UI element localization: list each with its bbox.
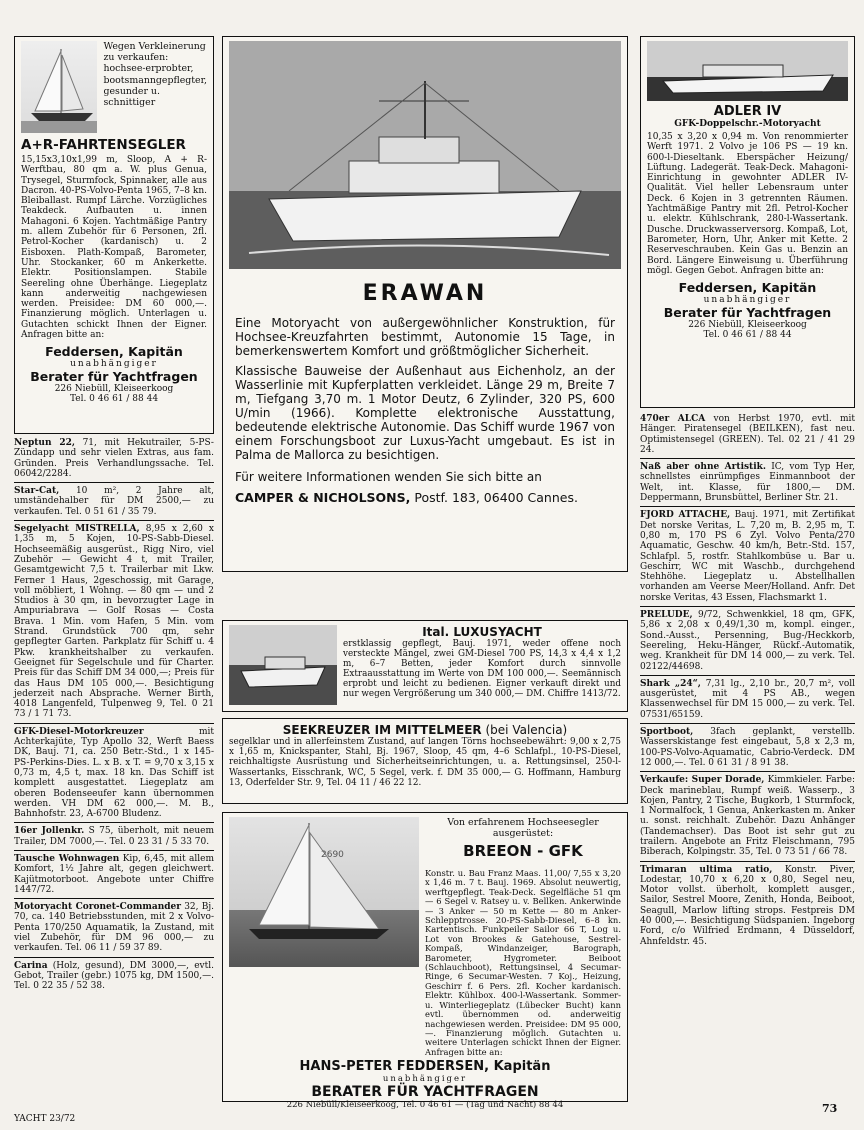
breeon-intro: Von erfahrenem Hochseesegler ausgerüstet:: [447, 817, 599, 839]
classified-ad-lead: Motoryacht Coronet-Commander: [14, 902, 181, 913]
ad-separator: [14, 957, 214, 958]
ad-separator: [640, 506, 855, 507]
right-classifieds: [640, 414, 855, 947]
erawan-paragraph-1: Eine Motoryacht von außergewöhnlicher Konstruktion, für Hochsee-Kreuzfahrten bestimmt, Autonomie 15 Tage, in bemerkenswertem Komfort und größtmöglicher Sicherheit.: [235, 316, 615, 358]
left-column: [14, 36, 214, 992]
breeon-photo: [229, 817, 419, 967]
classified-ad-text: 71, mit Hekutrailer, 5-PS-Zündapp und sehr vielen Extras, aus fam. Gründen. Preis Verhandlungssache. Tel. 06042/2284.: [14, 438, 214, 479]
classified-ad-text: Konstr. Piver, Lodestar, 10,70 x 6,20 x 0,80, Segel neu, Motor vollst. überholt, komplett ausger., Sailor, Sestrel Moore, Zenith, Honda, Beiboot, Seagull, Marlow lifting strops. Festpreis DM 40 000,—. Besichtigung Südspanien. Ingeborg Ford, c/o Wilfried Erdmann, 4 Düsseldorf, Ahnfeldstr. 45.: [640, 864, 855, 947]
classified-ad: [14, 727, 214, 820]
classified-ad: [14, 854, 214, 895]
luxusyacht-ad: [222, 620, 628, 712]
footer-page-number: 73: [822, 1102, 838, 1115]
footer-magazine: YACHT 23/72: [14, 1114, 76, 1124]
classified-ad-text: 7,31 lg., 2,10 br., 20,7 m², voll ausgerüstet, mit 4 PS AB., wegen Klassenwechsel für DM 15 000,— zu verk. Tel. 07531/65159.: [640, 678, 856, 720]
classified-ad-lead: Trimaran ultima ratio,: [640, 864, 773, 875]
classified-ad-lead: FJORD ATTACHE,: [640, 510, 731, 521]
erawan-contact: CAMPER & NICHOLSONS,: [235, 490, 411, 505]
fahrtensegler-body: 15,15x3,10x1,99 m, Sloop, A + R-Werftbau, 80 qm a. W. plus Genua, Trysegel, Sturmfock, Spinnaker, alle aus Dacron. 40-PS-Volvo-Penta 1965, 7–8 kn. Bleiballast. Rumpf Lärche. Vorzügliches Teakdeck. Aufbauten u. innen Mahagoni. 6 Kojen. Yachtmäßige Pantry m. allem Zubehör für 6 Personen, 2fl. Petrol-Kocher (kardanisch) u. 2 Eisboxen. Plath-Kompaß, Barometer, Uhr. Stockanker, 60 m Ankerkette. Elektr. Positionslampen. Stabile Seereling ohne Überhänge. Liegeplatz kann anderweitig nachgewiesen werden. Preisidee: DM 60 000,—. Finanzierung möglich. Unterlagen u. Gutachten schickt Ihnen der Eigner. Anfragen bitte an:: [21, 155, 207, 341]
sailboat-image: [21, 41, 97, 133]
classified-ad-lead: Verkaufe: Super Dorade,: [640, 775, 765, 786]
adler-contact-role: Berater für Yachtfragen: [663, 305, 832, 321]
classified-ad-lead: 16er Jollenkr.: [14, 826, 85, 837]
classified-ad-text: IC, vom Typ Her, schnellstes einrümpfiges Einmannboot der Welt, int. Klasse, für 1800,— DM. Deppermann, Brunsbüttel, Berliner Str. 21.: [640, 462, 855, 504]
ad-separator: [14, 898, 214, 899]
sailboat-photo: [21, 41, 97, 133]
seekreuzer-title: SEEKREUZER IM MITTELMEER: [282, 723, 482, 737]
ad-separator: [14, 723, 214, 724]
fahrtensegler-independent: unabhängiger: [70, 359, 158, 370]
classified-ad-text: S 75, überholt, mit neuem Trailer, DM 7000,—. Tel. 0 23 31 / 5 33 70.: [14, 826, 214, 847]
adler-tel: Tel. 0 46 61 / 88 44: [703, 330, 792, 341]
adler-independent: unabhängiger: [703, 295, 792, 306]
erawan-title: ERAWAN: [362, 281, 488, 306]
classified-ad-lead: Segelyacht MISTRELLA,: [14, 524, 140, 535]
breeon-contact-role: BERATER FÜR YACHTFRAGEN: [311, 1084, 539, 1101]
breeon-independent: unabhängiger: [382, 1074, 468, 1085]
classified-ad-text: 32, Bj. 70, ca. 140 Betriebsstunden, mit 2 x Volvo-Penta 170/250 Aquamatik, la Zustand, mit viel Zubehör, für DM 96 000,— zu verkaufen. Tel. 06 11 / 59 37 89.: [14, 902, 214, 954]
classified-ad: [640, 462, 855, 503]
fahrtensegler-ad: [14, 36, 214, 434]
erawan-ad: [222, 36, 628, 572]
luxusyacht-photo: [229, 625, 337, 705]
breeon-title: BREEON - GFK: [463, 842, 583, 860]
ad-separator: [640, 861, 855, 862]
luxusyacht-image: [229, 625, 337, 705]
fahrtensegler-tel: Tel. 0 46 61 / 88 44: [69, 394, 159, 405]
classified-ad: [640, 510, 855, 603]
classified-ad-text: Bauj. 1971, mit Zertifikat Det norske Veritas, L. 7,20 m, B. 2,95 m, T. 0,80 m, 170 PS 6 Zyl. Volvo Penta/270 Aquamatic, Geschw. 40 km/h, Betr.-Std. 157, Schlafpl. 5, rostfr. Stahlkombüse u. Bar u. Geschirr, WC mit Waschb., durchgehend Stehhöhe. Liegeplatz u. Abstellhallen vorhanden am Veerse Meer/Holland. Anfr. Det norske Veritas, 43 Essen, Flachsmarkt 1.: [640, 510, 855, 603]
ad-separator: [14, 822, 214, 823]
classified-ad-text: Kimmkieler. Farbe: Deck marineblau, Rumpf weiß. Wasserp., 3 Kojen, Pantry, 2 Tische, Bugkorb, 1 Sturmfock, 1 Normalfock, 1 Genua, Ankerkasten m. Anker u. sonst. reichhalt. Zubehör. Dazu Anhänger (Tandemachser). Das Boot ist sehr gut zu trailern. Angebote an Fritz Fleischmann, 795 Biberach, Kolpingstr. 35, Tel. 0 73 51 / 66 78.: [640, 775, 855, 858]
classified-ad-lead: Carina: [14, 960, 48, 971]
classified-ad-lead: Shark „24“,: [640, 678, 701, 689]
classified-ad-lead: 470er ALCA: [640, 414, 706, 424]
luxusyacht-body: erstklassig gepflegt, Bauj. 1971, weder offene noch versteckte Mängel, zwei GM-Diesel 700 PS, 14,3 x 4,4 x 1,2 m, 6–7 Betten, jeder Komfort durch sinnvolle Extraausstattung im Werte von DM 100 000,—. Seemännisch erprobt und leicht zu bedienen. Eigner verkauft direkt und nur wegen Vergrößerung um 340 000,— DM. Chiffre 1413/72.: [343, 639, 621, 699]
classified-ad-text: 10 m², 2 Jahre alt, umständehalber für DM 2500,— zu verkaufen. Tel. 0 51 61 / 35 79.: [14, 486, 214, 517]
classified-ad: [14, 826, 214, 847]
breeon-contact-name: HANS-PETER FEDDERSEN, Kapitän: [299, 1059, 551, 1075]
classified-ad: [640, 679, 855, 720]
seekreuzer-subtitle: (bei Valencia): [485, 723, 568, 737]
adler-contact-name: Feddersen, Kapitän: [678, 280, 817, 296]
classified-ad: [14, 486, 214, 517]
ad-separator: [14, 482, 214, 483]
breeon-address: 226 Niebüll/Kleiseerkoog, Tel. 0 46 61 — (Tag und Nacht) 88 44: [286, 1100, 564, 1111]
ad-separator: [640, 723, 855, 724]
fahrtensegler-contact-role: Berater für Yachtfragen: [30, 369, 198, 385]
fahrtensegler-address: 226 Niebüll, Kleiseerkoog: [54, 384, 174, 395]
ad-separator: [640, 458, 855, 459]
adler-photo: [647, 41, 848, 101]
erawan-paragraph-2: Klassische Bauweise der Außenhaut aus Eichenholz, an der Wasserlinie mit Kupferplatten verkleidet. Länge 29 m, Breite 7 m, Tiefgang 3,70 m. 1 Motor Deutz, 6 Zylinder, 320 PS, 600 U/min (1966). Komplette elektronische Ausstattung, bedeutende elektrische Autonomie. Das Schiff wurde 1967 von einem Forschungsboot zur Luxus-Yacht umgebaut. Es ist in Palma de Mallorca zu besichtigen.: [235, 364, 615, 462]
seekreuzer-ad: [222, 718, 628, 804]
classified-ad: [14, 961, 214, 992]
fahrtensegler-contact-name: Feddersen, Kapitän: [45, 344, 183, 360]
classified-ad: [640, 727, 855, 768]
erawan-contact-address: Postf. 183, 06400 Cannes.: [414, 490, 578, 505]
classified-ad-lead: Star-Cat,: [14, 486, 60, 497]
ad-separator: [640, 771, 855, 772]
classified-ad: [14, 438, 214, 479]
classified-ad-lead: PRELUDE,: [640, 610, 693, 621]
left-classifieds: [14, 438, 214, 992]
adler-address: 226 Niebüll, Kleiseerkoog: [688, 320, 807, 331]
classified-ad: [640, 414, 855, 455]
classified-ad: [640, 865, 855, 947]
classified-ad-text: Kip, 6,45, mit allem Komfort, 1½ Jahre alt, gegen gleichwert. Kajütmotorboot. Angebote unter Chiffre 1447/72.: [14, 853, 214, 895]
classified-ad-text: (Holz, gesund), DM 3000,—, evtl. Gebot, Trailer (gebr.) 1075 kg, DM 1500,—. Tel. 0 22 35 / 52 38.: [14, 960, 214, 992]
fahrtensegler-header: [21, 41, 207, 133]
classified-ad-lead: Tausche Wohnwagen: [14, 853, 120, 864]
erawan-contact-line: [235, 490, 615, 505]
ad-separator: [640, 675, 855, 676]
classified-ad-lead: Neptun 22,: [14, 438, 75, 448]
classified-ad-text: 9/72, Schwenkkiel, 18 qm, GFK, 5,86 x 2,08 x 0,49/1,30 m, kompl. einger., Sond.-Ausst., Persenning, Bug-/Heckkorb, Seereling, Heku-Hänger, Rückf.-Automatik, weg. Krankheit für DM 14 000,— zu verk. Tel. 02122/44698.: [640, 610, 855, 672]
adler-ad: [640, 36, 855, 408]
classified-ad-lead: Sportboot,: [640, 727, 694, 738]
classified-ad-text: von Herbst 1970, evtl. mit Hänger. Piratensegel (BEILKEN), fast neu. Optimistensegel (GREEN). Tel. 02 21 / 41 29 24.: [640, 414, 855, 455]
breeon-sailboat-image: [229, 817, 419, 967]
classified-ad: [640, 610, 855, 672]
classified-ad-text: mit Achterkajüte, Typ Apollo 32, Werft Baess DK, Bauj. 71, ca. 250 Betr.-Std., 1 x 145-PS-Perkins-Dies. L. x B. x T. = 9,70 x 3,15 x 0,73 m, 4,5 t, max. 18 kn. Das Schiff ist komplett ausgestattet. Liegeplatz am oberen Bodenseeufer kann übernommen werden. VH DM 62 000,—. M. B., Bahnhofstr. 23, A-6700 Bludenz.: [14, 726, 214, 820]
fahrtensegler-title: A+R-FAHRTENSEGLER: [21, 137, 186, 153]
breeon-body: Konstr. u. Bau Franz Maas. 11,00/ 7,55 x 3,20 x 1,46 m. 7 t. Bauj. 1969. Absolut neuwertig, werftgepflegt. Teak-Deck. Segelfläche 51 qm — 6 Segel v. Ratsey u. v. Bellken. Ankerwinde — 3 Anker — 50 m Kette — 80 m Anker-Schlepptrosse. 20-PS-Sabb-Diesel, 6–8 kn. Kartentisch. Funkpeiler Sailor 66 T, Log u. Lot von Brookes & Gatehouse, Sestrel-Kompaß, Windanzeiger, Barograph, Barometer, Hygrometer. Beiboot (Schlauchboot), Rettungsinsel, 4 Secumar-Ringe, 6 Secumar-Westen. 7 Koj., Heizung, Geschirr f. 6 Pers. 2fl. Kocher kardanisch. Elektr. Kühlbox. 400-l-Wassertank. Sommer- u. Winterliegeplatz (Lübecker Bucht) kann evtl. übernommen od. anderweitig nachgewiesen werden. Preisidee: DM 95 000,—. Finanzierung möglich. Gutachten u. weitere Unterlagen schickt Ihnen der Eigner. Anfragen bitte an:: [425, 868, 621, 1057]
breeon-ad: [222, 812, 628, 1111]
motor-yacht-image: [229, 41, 621, 269]
seekreuzer-body: segelklar und in allerfeinstem Zustand, auf langen Törns hochseebewährt: 9,00 x 2,75 x 1,65 m, Knickspanter, Stahl, Bj. 1967, Sloop, 45 qm, 4–6 Schlafpl., 10-PS-Diesel, reichhaltigste Ausrüstung und Sicherheitseinrichtungen, u. a. Rettungsinsel, 250-l-Wassertanks, Eisschrank, WC, 5 Segel, verk. f. DM 35 000,— G. Hoffmann, Hamburg 13, Oderfelder Str. 9, Tel. 04 11 / 46 22 12.: [229, 737, 621, 788]
erawan-more-info: Für weitere Informationen wenden Sie sich bitte an: [235, 470, 542, 484]
luxusyacht-text: [343, 625, 621, 707]
breeon-sail-number: 2690: [321, 850, 344, 860]
adler-yacht-image: [647, 41, 848, 101]
adler-body: 10,35 x 3,20 x 0,94 m. Von renommierter Werft 1971. 2 Volvo je 106 PS — 19 kn. 600-l-Dieseltank. Eberspächer Heizung/ Lüftung. Ladegerät. Teak-Deck. Mahagoni-Einrichtung in gewohnter ADLER IV-Qualität. Viel heller Lebensraum unter Deck. 6 Kojen in 3 getrennten Räumen. Yachtmäßige Pantry mit 2fl. Petrol-Kocher u. elektr. Kühlschrank, 280-l-Wassertank. Dusche. Druckwasserversorg. Kompaß, Lot, Barometer, Horn, Uhr, Anker mit Kette. 2 Reserveschrauben. Kein Gas u. Benzin an Bord. Längere Einweisung u. Überführung mögl. Gegen Gebot. Anfragen bitte an:: [647, 132, 848, 276]
adler-subtitle: GFK-Doppelschr.-Motoryacht: [674, 119, 821, 129]
erawan-photo: [229, 41, 621, 269]
classified-ad-lead: GFK-Diesel-Motorkreuzer: [14, 726, 144, 737]
classified-ad-text: 8,95 x 2,60 x 1,35 m, 5 Kojen, 10-PS-Sabb-Diesel. Hochseemäßig ausgerüst., Rigg Niro, viel Zubehör — Gewicht 4 t, mit Trailer, Gesamtgewicht 7,5 t. Trailerbar mit Lkw. Ferner 1 Haus, 2geschossig, mit Garage, voll möbliert, 1 Wohng. — 80 qm — und 2 Studios à 30 qm, in bevorzugter Lage in Ampuriabrava — Golf Rosas — Costa Brava. 1 Min. vom Hafen, 5 Min. vom Strand. Grundstück 700 qm, sehr gepflegter Garten. Parkplatz für Schiff u. 4 Pkw. krankheitshalber zu verkaufen. Geeignet für Segelschule und für Charter. Preis für das Schiff DM 34 000,—; Preis für das Haus DM 105 000,—. Besichtigung jederzeit nach Absprache. Werner Birth, 4018 Langenfeld, Tulpenweg 9, Tel. 0 21 73 / 1 71 73.: [14, 524, 214, 720]
fahrtensegler-intro: Wegen Verkleinerung zu verkaufen: hochsee-erprobter, bootsmanngepflegter, gesunder u. schnittiger: [103, 41, 208, 109]
classified-ad: [14, 524, 214, 720]
luxusyacht-title: Ital. LUXUSYACHT: [422, 625, 542, 639]
ad-separator: [14, 850, 214, 851]
ad-separator: [640, 606, 855, 607]
ad-separator: [14, 520, 214, 521]
right-column: [640, 36, 855, 947]
classified-ad: [14, 902, 214, 953]
classified-ad-lead: Naß aber ohne Artistik.: [640, 462, 766, 473]
center-column: [222, 36, 628, 1111]
classified-ad-text: 3fach geplankt, verstellb. Wasserskistange fest eingebaut, 5,8 x 2,3 m, 100-PS-Volvo-Aquamatic, Cabrio-Verdeck. DM 12 000,—. Tel. 0 61 31 / 8 91 38.: [640, 727, 855, 768]
seekreuzer-header: [229, 723, 621, 737]
adler-title: ADLER IV: [713, 104, 782, 119]
classified-ad: [640, 775, 855, 857]
